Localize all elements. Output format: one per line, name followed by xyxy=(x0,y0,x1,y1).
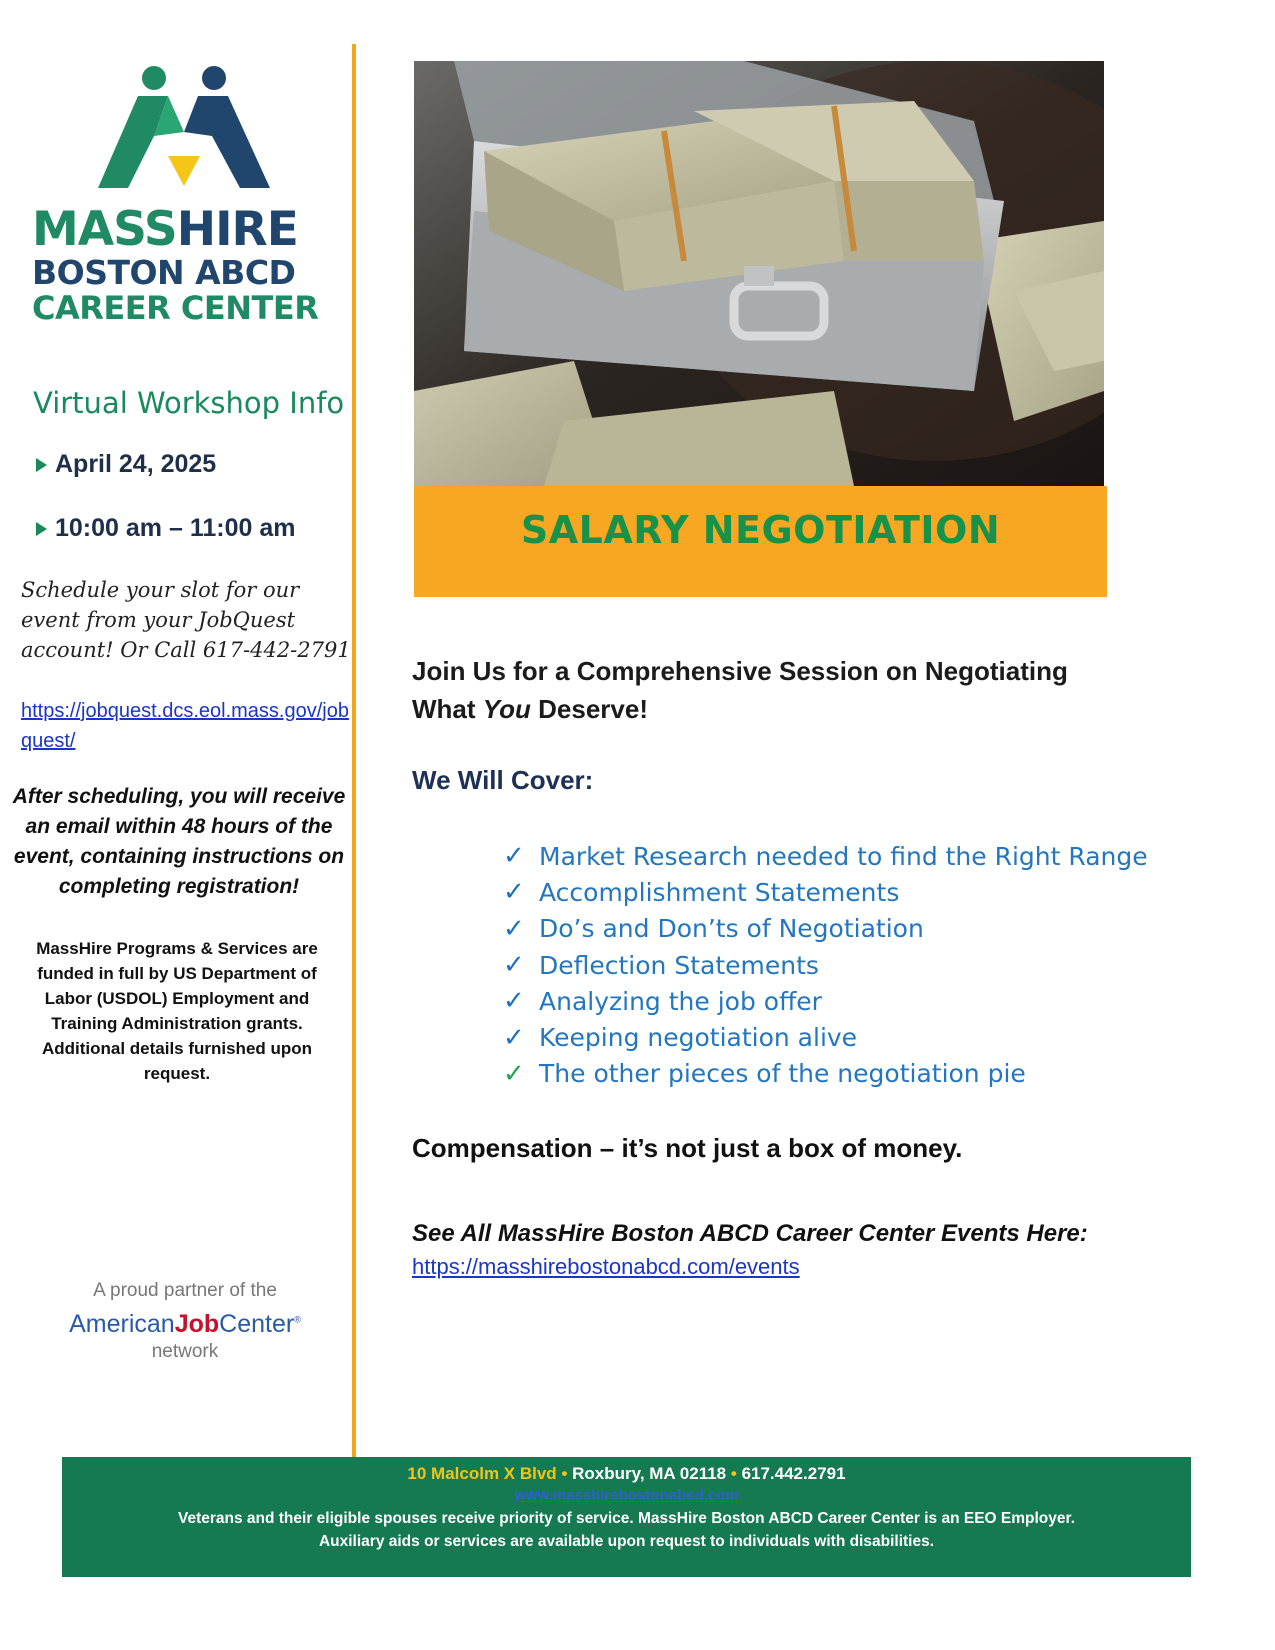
topic-text: Deflection Statements xyxy=(539,950,819,980)
logo-line-boston: BOSTON ABCD xyxy=(32,253,296,292)
partner-tagline: A proud partner of the xyxy=(93,1280,277,1301)
logo-line-career: CAREER CENTER xyxy=(32,289,319,327)
checkmark-icon: ✓ xyxy=(503,986,525,1017)
footer-phone: 617.442.2791 xyxy=(741,1464,846,1483)
cover-heading: We Will Cover: xyxy=(412,765,594,795)
money-briefcase-image xyxy=(414,61,1104,486)
events-link[interactable]: https://masshirebostonabcd.com/events xyxy=(412,1254,800,1279)
intro-emphasis: You xyxy=(482,694,531,724)
list-item xyxy=(503,911,1148,947)
topic-list xyxy=(503,838,1148,1092)
events-heading: See All MassHire Boston ABCD Career Center Events Here: xyxy=(412,1220,1088,1247)
checkmark-icon: ✓ xyxy=(503,841,525,872)
list-item xyxy=(503,1019,1148,1055)
triangle-bullet-icon xyxy=(36,458,47,472)
footer-website-link[interactable]: www.masshirebostonabcd.com xyxy=(514,1487,739,1504)
workshop-date-text: April 24, 2025 xyxy=(55,450,217,478)
list-item xyxy=(503,838,1148,874)
registered-mark: ® xyxy=(294,1314,301,1325)
topic-text: Market Research needed to find the Right Range xyxy=(539,841,1148,871)
american-job-center-logo xyxy=(40,1280,330,1363)
intro-text-a: Join Us for a Comprehensive Session on Negotiating What xyxy=(412,656,1068,724)
partner-name-american: American xyxy=(69,1310,175,1338)
workshop-title: Virtual Workshop Info xyxy=(33,386,345,420)
list-item xyxy=(503,983,1148,1019)
partner-name-job: Job xyxy=(174,1310,220,1338)
workshop-time-text: 10:00 am – 11:00 am xyxy=(55,514,296,542)
title-banner xyxy=(414,486,1107,597)
topic-text: Keeping negotiation alive xyxy=(539,1023,858,1053)
checkmark-icon: ✓ xyxy=(503,1058,525,1089)
checkmark-icon: ✓ xyxy=(503,877,525,908)
funding-disclaimer: MassHire Programs & Services are funded in full by US Department of Labor (USDOL) Employment and Training Administration grants. Additional details furnished upon request. xyxy=(36,939,318,1083)
intro-text-b: Deserve! xyxy=(530,694,648,724)
left-column xyxy=(0,0,355,1470)
logo-word-mass: MASS xyxy=(32,202,177,257)
masshire-wordmark xyxy=(32,202,352,327)
bullet-icon: • xyxy=(561,1464,568,1483)
footer xyxy=(62,1457,1191,1577)
schedule-instructions: Schedule your slot for our event from your JobQuest account! Or Call 617-442-2791 xyxy=(21,578,351,662)
compensation-tagline: Compensation – it’s not just a box of money. xyxy=(412,1133,963,1163)
topic-text: Analyzing the job offer xyxy=(539,986,822,1016)
checkmark-icon: ✓ xyxy=(503,950,525,981)
footer-eeo-line: Veterans and their eligible spouses receive priority of service. MassHire Boston ABCD Career Center is an EEO Employer. xyxy=(177,1510,1076,1527)
triangle-bullet-icon xyxy=(36,522,47,536)
logo-word-hire: HIRE xyxy=(176,202,298,257)
list-item xyxy=(503,874,1148,910)
topic-text: Accomplishment Statements xyxy=(539,877,900,907)
workshop-time xyxy=(36,514,295,543)
partner-network: network xyxy=(151,1341,219,1362)
session-intro xyxy=(412,652,1112,728)
topic-text: Do’s and Don’ts of Negotiation xyxy=(539,914,924,944)
column-divider xyxy=(352,44,356,1469)
footer-city: Roxbury, MA 02118 xyxy=(572,1464,727,1483)
bullet-icon: • xyxy=(730,1464,737,1483)
masshire-logo-icon xyxy=(98,66,270,196)
registration-note: After scheduling, you will receive an email within 48 hours of the event, containing instructions on completing registration! xyxy=(12,785,346,898)
list-item xyxy=(503,947,1148,983)
jobquest-link[interactable]: https://jobquest.dcs.eol.mass.gov/jobquest/ xyxy=(21,700,349,752)
topic-text: The other pieces of the negotiation pie xyxy=(539,1059,1026,1089)
checkmark-icon: ✓ xyxy=(503,1022,525,1053)
partner-name xyxy=(40,1310,330,1339)
partner-name-center: Center xyxy=(219,1310,295,1338)
list-item xyxy=(503,1056,1148,1092)
checkmark-icon: ✓ xyxy=(503,913,525,944)
footer-street: 10 Malcolm X Blvd xyxy=(407,1464,557,1483)
footer-aids-line: Auxiliary aids or services are available upon request to individuals with disabilities. xyxy=(318,1533,935,1550)
footer-address xyxy=(62,1463,1191,1485)
workshop-date xyxy=(36,450,216,479)
page-title: SALARY NEGOTIATION xyxy=(520,508,1001,552)
